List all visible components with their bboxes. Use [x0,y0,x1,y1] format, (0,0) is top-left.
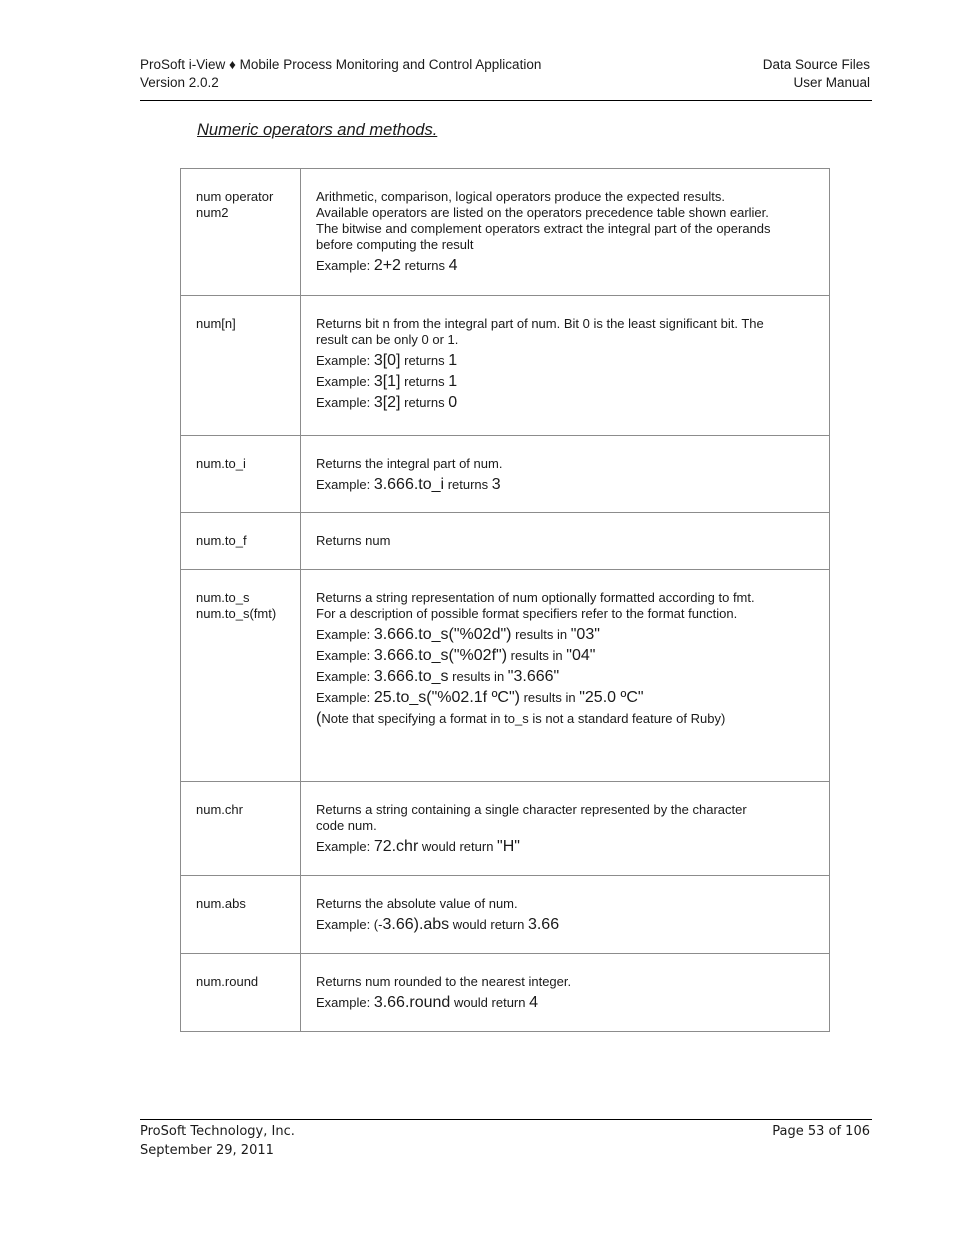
example-line [316,917,815,933]
operator-name: num.abs [196,896,246,911]
header-right [763,56,870,92]
example-connector: results in [519,690,580,705]
operator-name: num.round [196,974,259,989]
note-paren: ( [316,710,322,727]
example-line [316,374,815,390]
header-left [140,56,541,92]
example-result: "04" [566,647,596,664]
description-line: Returns num rounded to the nearest integer. [316,974,572,989]
table-row [181,570,830,782]
operator-name-cell [181,782,301,876]
description-line: Returns a string containing a single character represented by the character [316,802,747,817]
example-prefix: Example: (- [316,917,383,932]
operator-description-cell [301,954,830,1032]
table-row [181,954,830,1032]
example-prefix: Example: [316,374,374,389]
example-result: 4 [448,257,458,274]
operator-description-cell [301,876,830,954]
operator-name: num2 [196,205,229,220]
example-connector: returns [400,395,449,410]
operators-table-body [181,169,830,1032]
description-line: code num. [316,818,377,833]
example-line [316,627,815,643]
example-code: 3.666.to_s("%02d") [373,626,512,643]
example-connector: results in [507,648,567,663]
example-prefix: Example: [316,395,374,410]
example-code: 3[1] [373,373,401,390]
operator-name: num[n] [196,316,236,331]
example-result: 3.66 [527,916,560,933]
example-connector: returns [400,353,449,368]
example-prefix: Example: [316,669,374,684]
example-line [316,648,815,664]
example-prefix: Example: [316,353,374,368]
example-prefix: Example: [316,690,374,705]
operator-description-cell [301,169,830,296]
operator-name: num.to_s [196,590,250,605]
example-code: 3[0] [373,352,401,369]
header-rule [140,100,872,101]
example-connector: returns [444,477,492,492]
example-code: 25.to_s("%02.1f ºC") [373,689,520,706]
operator-name-cell [181,296,301,436]
example-code: 2+2 [373,257,401,274]
description-line: Arithmetic, comparison, logical operators produce the expected results. [316,189,725,204]
operator-description-cell [301,296,830,436]
operator-description-cell [301,782,830,876]
footer-date: September 29, 2011 [140,1143,274,1158]
operator-name: num.to_i [196,456,246,471]
example-prefix: Example: [316,477,374,492]
example-code: 3.666.to_s [373,668,449,685]
example-code: 3.66).abs [382,916,450,933]
header-section: Data Source Files [762,57,870,72]
example-result: 1 [448,373,458,390]
operator-name-cell [181,570,301,782]
operator-name: num.to_f [196,533,247,548]
example-line [316,839,815,855]
example-prefix: Example: [316,839,374,854]
description-line: For a description of possible format specifiers refer to the format function. [316,606,738,621]
example-code: 72.chr [373,838,419,855]
table-row [181,782,830,876]
section-title: Numeric operators and methods. [197,121,438,139]
table-row [181,296,830,436]
example-line [316,258,815,274]
example-result: "03" [570,626,600,643]
operator-name: num.to_s(fmt) [196,606,277,621]
example-connector: would return [450,995,530,1010]
table-row [181,876,830,954]
operator-description-cell [301,513,830,570]
example-line [316,995,815,1011]
example-connector: returns [400,258,449,273]
example-result: 4 [529,994,538,1011]
operator-name: num.chr [196,802,243,817]
example-result: 3 [491,476,501,493]
table-row [181,169,830,296]
operator-name-cell [181,169,301,296]
footer-left [140,1122,295,1160]
description-line: result can be only 0 or 1. [316,332,459,347]
operator-description-cell [301,570,830,782]
operator-name-cell [181,954,301,1032]
operator-name: num operator [196,189,274,204]
page-header [140,56,870,100]
operator-description-cell [301,436,830,513]
example-code: 3.66.round [373,994,451,1011]
operator-name-cell [181,436,301,513]
example-line [316,690,815,706]
example-connector: would return [449,917,528,932]
example-code: 3.666.to_s("%02f") [373,647,508,664]
operators-table [180,168,830,1032]
example-prefix: Example: [316,995,374,1010]
description-line: Returns bit n from the integral part of num. Bit 0 is the least significant bit. The [316,316,764,331]
description-line: The bitwise and complement operators extract the integral part of the operands [316,221,771,236]
example-line [316,669,815,685]
header-title: ProSoft i-View ♦ Mobile Process Monitoring and Control Application [140,57,542,72]
table-row [181,436,830,513]
example-line [316,395,815,411]
example-code: 3.666.to_i [373,476,445,493]
example-connector: results in [511,627,571,642]
example-line [316,477,815,493]
header-version: Version 2.0.2 [140,75,219,90]
description-line: Returns num [316,533,391,548]
example-result: "3.666" [507,668,560,685]
note-line [316,711,815,727]
footer-company: ProSoft Technology, Inc. [140,1124,295,1139]
example-result: 1 [448,352,458,369]
description-line: Returns a string representation of num optionally formatted according to fmt. [316,590,755,605]
operator-name-cell [181,513,301,570]
example-line [316,353,815,369]
example-code: 3[2] [373,394,401,411]
description-line: Returns the absolute value of num. [316,896,518,911]
example-prefix: Example: [316,627,374,642]
operator-name-cell [181,876,301,954]
example-prefix: Example: [316,258,374,273]
example-connector: returns [400,374,449,389]
description-line: Returns the integral part of num. [316,456,503,471]
footer-right [772,1122,870,1141]
table-row [181,513,830,570]
example-connector: results in [448,669,508,684]
footer-rule [140,1119,872,1120]
example-result: "25.0 ºC" [579,689,644,706]
example-result: "H" [497,838,520,855]
example-prefix: Example: [316,648,374,663]
example-connector: would return [418,839,498,854]
description-line: Available operators are listed on the operators precedence table shown earlier. [316,205,769,220]
footer-page-number: Page 53 of 106 [772,1124,870,1139]
header-doc-type: User Manual [793,75,870,90]
example-result: 0 [448,394,458,411]
description-line: before computing the result [316,237,474,252]
note-text: Note that specifying a format in to_s is not a standard feature of Ruby) [321,711,726,726]
